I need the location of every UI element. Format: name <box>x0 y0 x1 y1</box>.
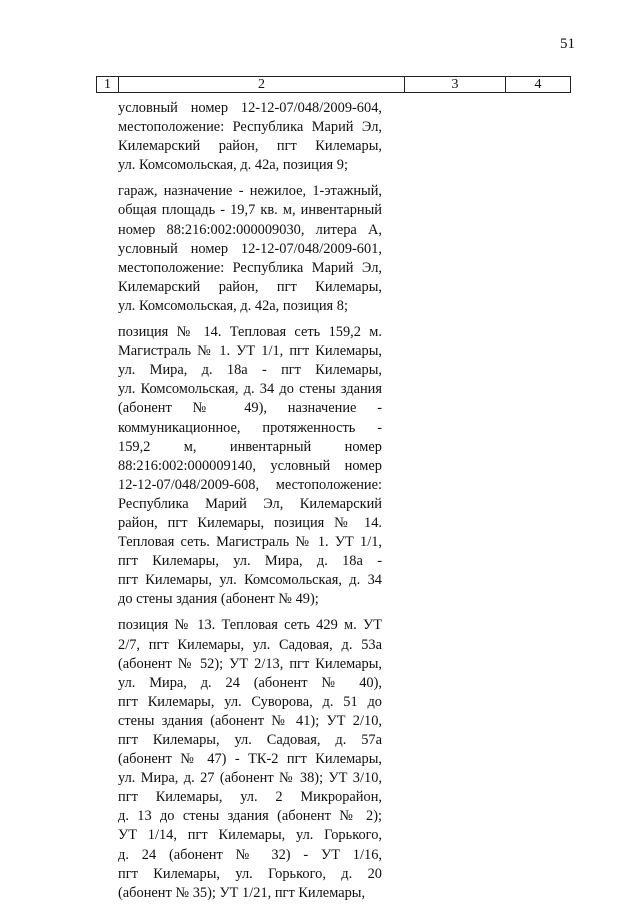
text-line: 12-12-07/048/2009-608, местоположение: <box>118 476 382 493</box>
text-line: УТ 1/14, пгт Килемары, ул. Горького, <box>118 827 382 844</box>
column-header-cell: 3 <box>405 77 506 93</box>
column-header-cell: 1 <box>97 77 119 93</box>
text-line: местоположение: Республика Марий Эл, <box>118 259 382 276</box>
text-line: условный номер 12-12-07/048/2009-601, <box>118 240 382 257</box>
text-line: номер 88:216:002:000009030, литера А, <box>118 221 382 238</box>
text-line: пгт Килемары, ул. Горького, д. 20 <box>118 865 382 882</box>
text-line: ул. Комсомольская, д. 42а, позиция 8; <box>118 297 348 314</box>
column-header-row <box>97 77 571 93</box>
paragraph <box>118 99 382 175</box>
text-line: район, пгт Килемары, позиция № 14. <box>118 514 382 531</box>
text-line: ул. Мира, д. 24 (абонент № 40), <box>118 674 382 691</box>
paragraph <box>118 182 382 316</box>
text-line: 2/7, пгт Килемары, ул. Садовая, д. 53а <box>118 636 382 653</box>
text-line: стены здания (абонент № 41); УТ 2/10, <box>118 712 382 729</box>
text-line: Тепловая сеть. Магистраль № 1. УТ 1/1, <box>118 534 382 551</box>
text-line: пгт Килемары, ул. Суворова, д. 51 до <box>118 693 382 710</box>
paragraph <box>118 616 382 902</box>
text-line: д. 24 (абонент № 32) - УТ 1/16, <box>118 846 382 863</box>
text-line: ул. Комсомольская, д. 42а, позиция 9; <box>118 157 348 174</box>
text-line: (абонент № 52); УТ 2/13, пгт Килемары, <box>118 655 382 672</box>
paragraph <box>118 323 382 609</box>
text-line: общая площадь - 19,7 кв. м, инвентарный <box>118 202 382 219</box>
text-line: коммуникационное, протяженность - <box>118 419 382 436</box>
text-line: д. 13 до стены здания (абонент № 2); <box>118 808 382 825</box>
column-header-cell: 4 <box>506 77 571 93</box>
text-line: (абонент № 35); УТ 1/21, пгт Килемары, <box>118 884 366 901</box>
text-line: местоположение: Республика Марий Эл, <box>118 119 382 136</box>
page-number: 51 <box>560 36 575 52</box>
text-line: пгт Килемары, ул. 2 Микрорайон, <box>118 789 382 806</box>
text-line: позиция № 14. Тепловая сеть 159,2 м. <box>118 324 382 341</box>
text-line: пгт Килемары, ул. Садовая, д. 57а <box>118 732 382 748</box>
text-line: (абонент № 49), назначение - <box>118 400 382 417</box>
text-line: Магистраль № 1. УТ 1/1, пгт Килемары, <box>118 343 382 360</box>
text-line: до стены здания (абонент № 49); <box>118 591 319 608</box>
text-line: пгт Килемары, ул. Мира, д. 18а - <box>118 553 382 570</box>
text-line: (абонент № 47) - ТК-2 пгт Килемары, <box>118 751 382 768</box>
text-line: 88:216:002:000009140, условный номер <box>118 457 382 474</box>
column-header-cell: 2 <box>119 77 405 93</box>
text-line: Республика Марий Эл, Килемарский <box>118 495 382 512</box>
text-line: Килемарский район, пгт Килемары, <box>118 138 382 155</box>
document-body <box>118 99 382 910</box>
text-line: условный номер 12-12-07/048/2009-604, <box>118 100 382 116</box>
text-line: ул. Комсомольская, д. 34 до стены здания <box>118 381 382 398</box>
column-header-table <box>96 76 571 93</box>
text-line: ул. Мира, д. 27 (абонент № 38); УТ 3/10, <box>118 770 382 787</box>
text-line: пгт Килемары, ул. Комсомольская, д. 34 <box>118 572 382 589</box>
text-line: ул. Мира, д. 18а - пгт Килемары, <box>118 362 382 379</box>
text-line: гараж, назначение - нежилое, 1-этажный, <box>118 183 382 200</box>
text-line: Килемарский район, пгт Килемары, <box>118 278 382 295</box>
text-line: позиция № 13. Тепловая сеть 429 м. УТ <box>118 617 382 634</box>
text-line: 159,2 м, инвентарный номер <box>118 438 382 455</box>
